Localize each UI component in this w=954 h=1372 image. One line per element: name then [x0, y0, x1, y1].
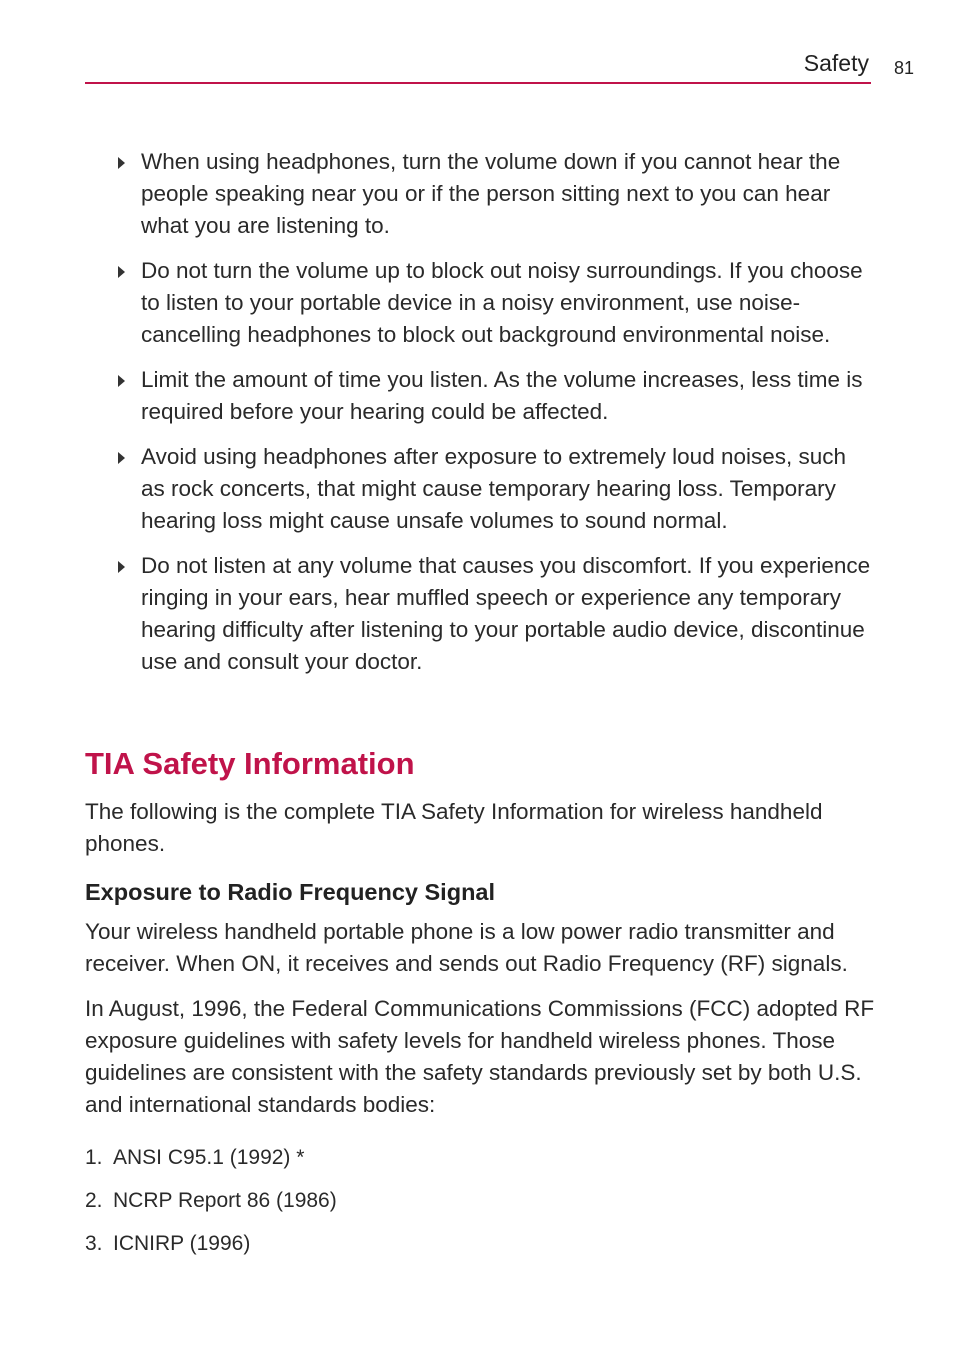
bullet-item: [85, 364, 875, 428]
bullet-item: [85, 146, 875, 242]
list-number: 3.: [85, 1232, 103, 1255]
list-text: ICNIRP (1996): [113, 1232, 251, 1255]
paragraph: In August, 1996, the Federal Communications Commissions (FCC) adopted RF exposure guidelines with safety levels for handheld wireless phones. Those guidelines are consistent with the safety standards previously set by both U.S. and international standards bodies:: [85, 996, 875, 1117]
tia-section: [85, 742, 875, 1272]
bullet-text: When using headphones, turn the volume down if you cannot hear the people speaking near you or if the person sitting next to you can hear what you are listening to.: [141, 149, 841, 238]
triangle-bullet-icon: [118, 375, 125, 387]
safety-bullet-list: [85, 146, 875, 691]
bullet-item: [85, 441, 875, 537]
section-title: TIA Safety Information: [85, 746, 415, 781]
page-header: [85, 48, 871, 84]
bullet-item: [85, 550, 875, 678]
bullet-text: Do not listen at any volume that causes you discomfort. If you experience ringing in your ears, hear muffled speech or experience any temporary hearing difficulty after listening to your portable audio device, discontinue use and consult your doctor.: [141, 553, 871, 674]
list-number: 2.: [85, 1189, 103, 1212]
bullet-text: Limit the amount of time you listen. As the volume increases, less time is required before your hearing could be affected.: [141, 367, 863, 424]
subheading: Exposure to Radio Frequency Signal: [85, 879, 496, 905]
standards-list: [85, 1143, 875, 1259]
list-text: ANSI C95.1 (1992) *: [113, 1146, 305, 1169]
triangle-bullet-icon: [118, 266, 125, 278]
list-number: 1.: [85, 1146, 103, 1169]
bullet-text: Avoid using headphones after exposure to extremely loud noises, such as rock concerts, that might cause temporary hearing loss. Temporary hearing loss might cause unsafe volumes to sound normal.: [141, 444, 847, 533]
triangle-bullet-icon: [118, 157, 125, 169]
bullet-text: Do not turn the volume up to block out noisy surroundings. If you choose to listen to your portable device in a noisy environment, use noise-cancelling headphones to block out background environmental noise.: [141, 258, 863, 347]
bullet-item: [85, 255, 875, 351]
list-text: NCRP Report 86 (1986): [113, 1189, 337, 1212]
section-intro: The following is the complete TIA Safety Information for wireless handheld phones.: [85, 799, 823, 856]
page-number: 81: [894, 58, 915, 78]
header-title: Safety: [803, 50, 869, 76]
list-item: [85, 1229, 875, 1259]
list-item: [85, 1143, 875, 1173]
paragraph: Your wireless handheld portable phone is a low power radio transmitter and receiver. When ON, it receives and sends out Radio Frequency (RF) signals.: [85, 919, 848, 976]
triangle-bullet-icon: [118, 561, 125, 573]
list-item: [85, 1186, 875, 1216]
triangle-bullet-icon: [118, 452, 125, 464]
